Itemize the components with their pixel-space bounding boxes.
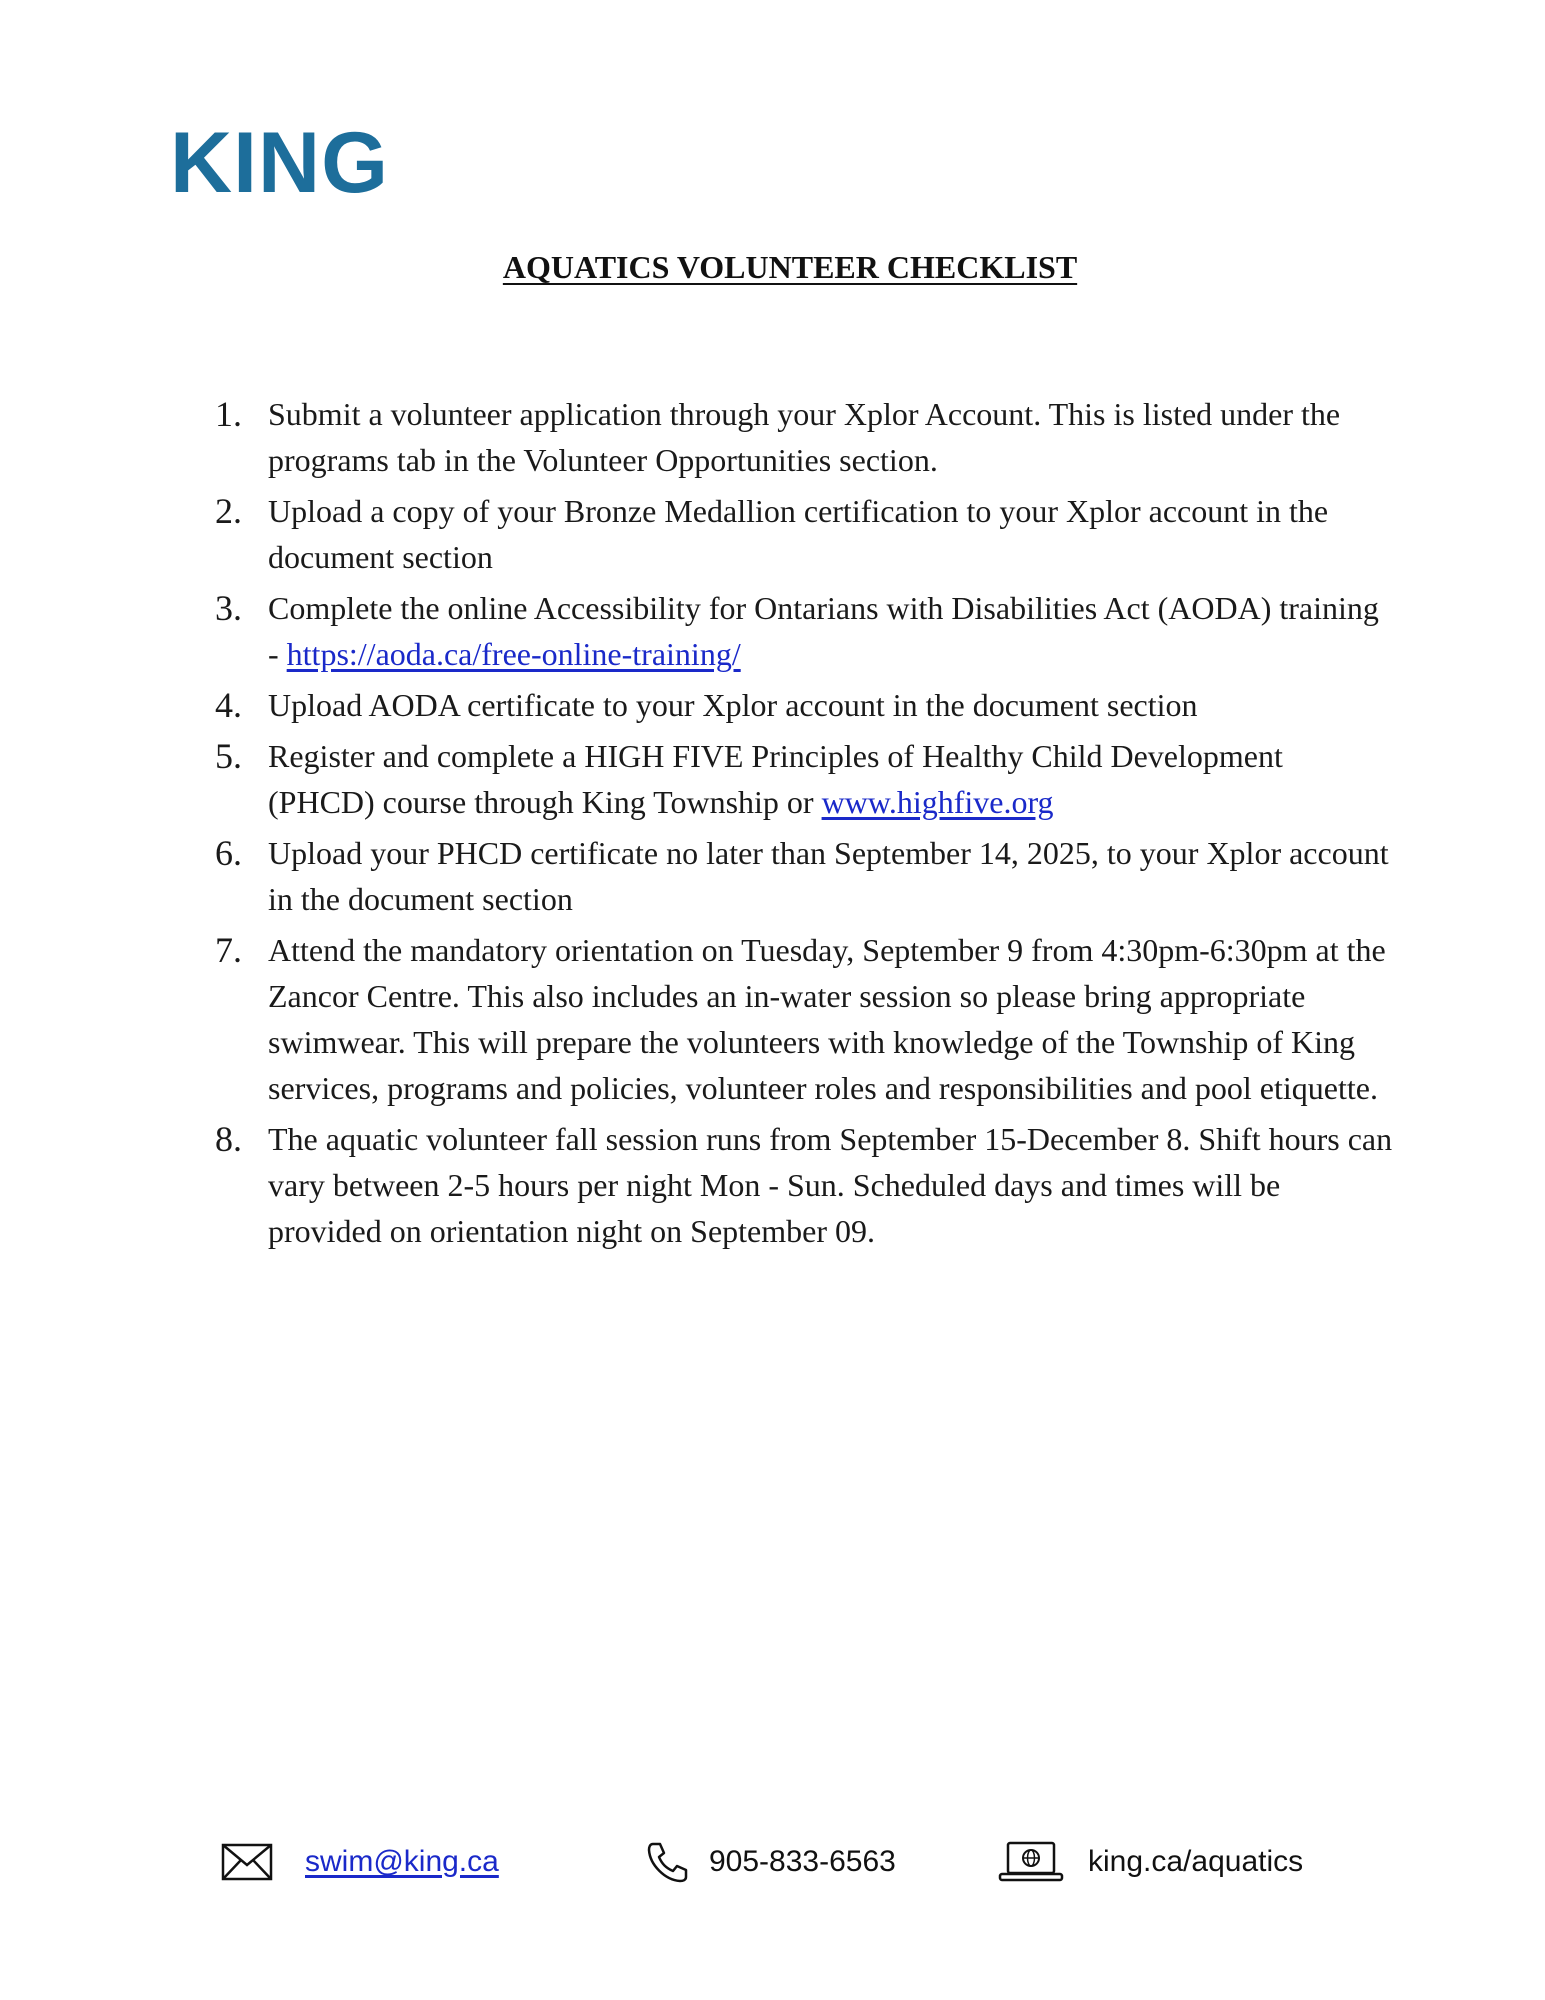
footer-website: [998, 1832, 1303, 1892]
contact-footer: [0, 1832, 1545, 1892]
item-text: The aquatic volunteer fall session runs from September 15-December 8. Shift hours can vary between 2-5 hours per night Mon - Sun. Scheduled days and times will be provided on orientation night on September 09.: [268, 1121, 1393, 1249]
item-number: 6.: [215, 833, 242, 873]
king-logo: [170, 115, 389, 211]
phone-number: 905-833-6563: [709, 1845, 896, 1878]
item-text: Attend the mandatory orientation on Tuesday, September 9 from 4:30pm-6:30pm at the Zancor Centre. This also includes an in-water session so please bring appropriate swimwear. This will prepare the volunteers with knowledge of the Township of King services, programs and policies, volunteer roles and responsibilities and pool etiquette.: [268, 932, 1386, 1106]
checklist-item: [0, 830, 1393, 922]
item-number: 7.: [215, 930, 242, 970]
item-number: 5.: [215, 736, 242, 776]
footer-email: [221, 1832, 499, 1892]
checklist-item: [0, 488, 1393, 580]
item-number: 3.: [215, 588, 242, 628]
item-text: Submit a volunteer application through your Xplor Account. This is listed under the programs tab in the Volunteer Opportunities section.: [268, 396, 1341, 478]
checklist-item: [0, 927, 1393, 1111]
aoda-training-link[interactable]: https://aoda.ca/free-online-training/: [286, 636, 741, 672]
checklist-item: [0, 1116, 1393, 1254]
email-link[interactable]: swim@king.ca: [305, 1845, 499, 1878]
phone-icon: [645, 1840, 689, 1884]
page-title: AQUATICS VOLUNTEER CHECKLIST: [502, 249, 1078, 285]
laptop-globe-icon: [998, 1840, 1064, 1884]
item-text: Upload a copy of your Bronze Medallion certification to your Xplor account in the document section: [268, 493, 1329, 575]
checklist-item: [0, 682, 1393, 728]
highfive-link[interactable]: www.highfive.org: [821, 784, 1054, 820]
checklist: [0, 391, 1545, 1259]
checklist-item: [0, 733, 1393, 825]
checklist-item: [0, 585, 1393, 677]
website-text[interactable]: king.ca/aquatics: [1088, 1845, 1304, 1878]
logo-wordmark: KING: [170, 115, 389, 211]
item-text: Upload your PHCD certificate no later than September 14, 2025, to your Xplor account in the document section: [268, 835, 1389, 917]
checklist-item: [0, 391, 1393, 483]
item-text: Complete the online Accessibility for Ontarians with Disabilities Act (AODA) training -: [268, 590, 1379, 672]
item-text: Register and complete a HIGH FIVE Principles of Healthy Child Development (PHCD) course through King Township or: [268, 738, 1283, 820]
envelope-icon: [221, 1843, 273, 1881]
item-number: 1.: [215, 394, 242, 434]
item-number: 4.: [215, 685, 242, 725]
item-number: 2.: [215, 491, 242, 531]
item-text: Upload AODA certificate to your Xplor account in the document section: [268, 687, 1198, 723]
footer-phone: [645, 1832, 896, 1892]
item-number: 8.: [215, 1119, 242, 1159]
